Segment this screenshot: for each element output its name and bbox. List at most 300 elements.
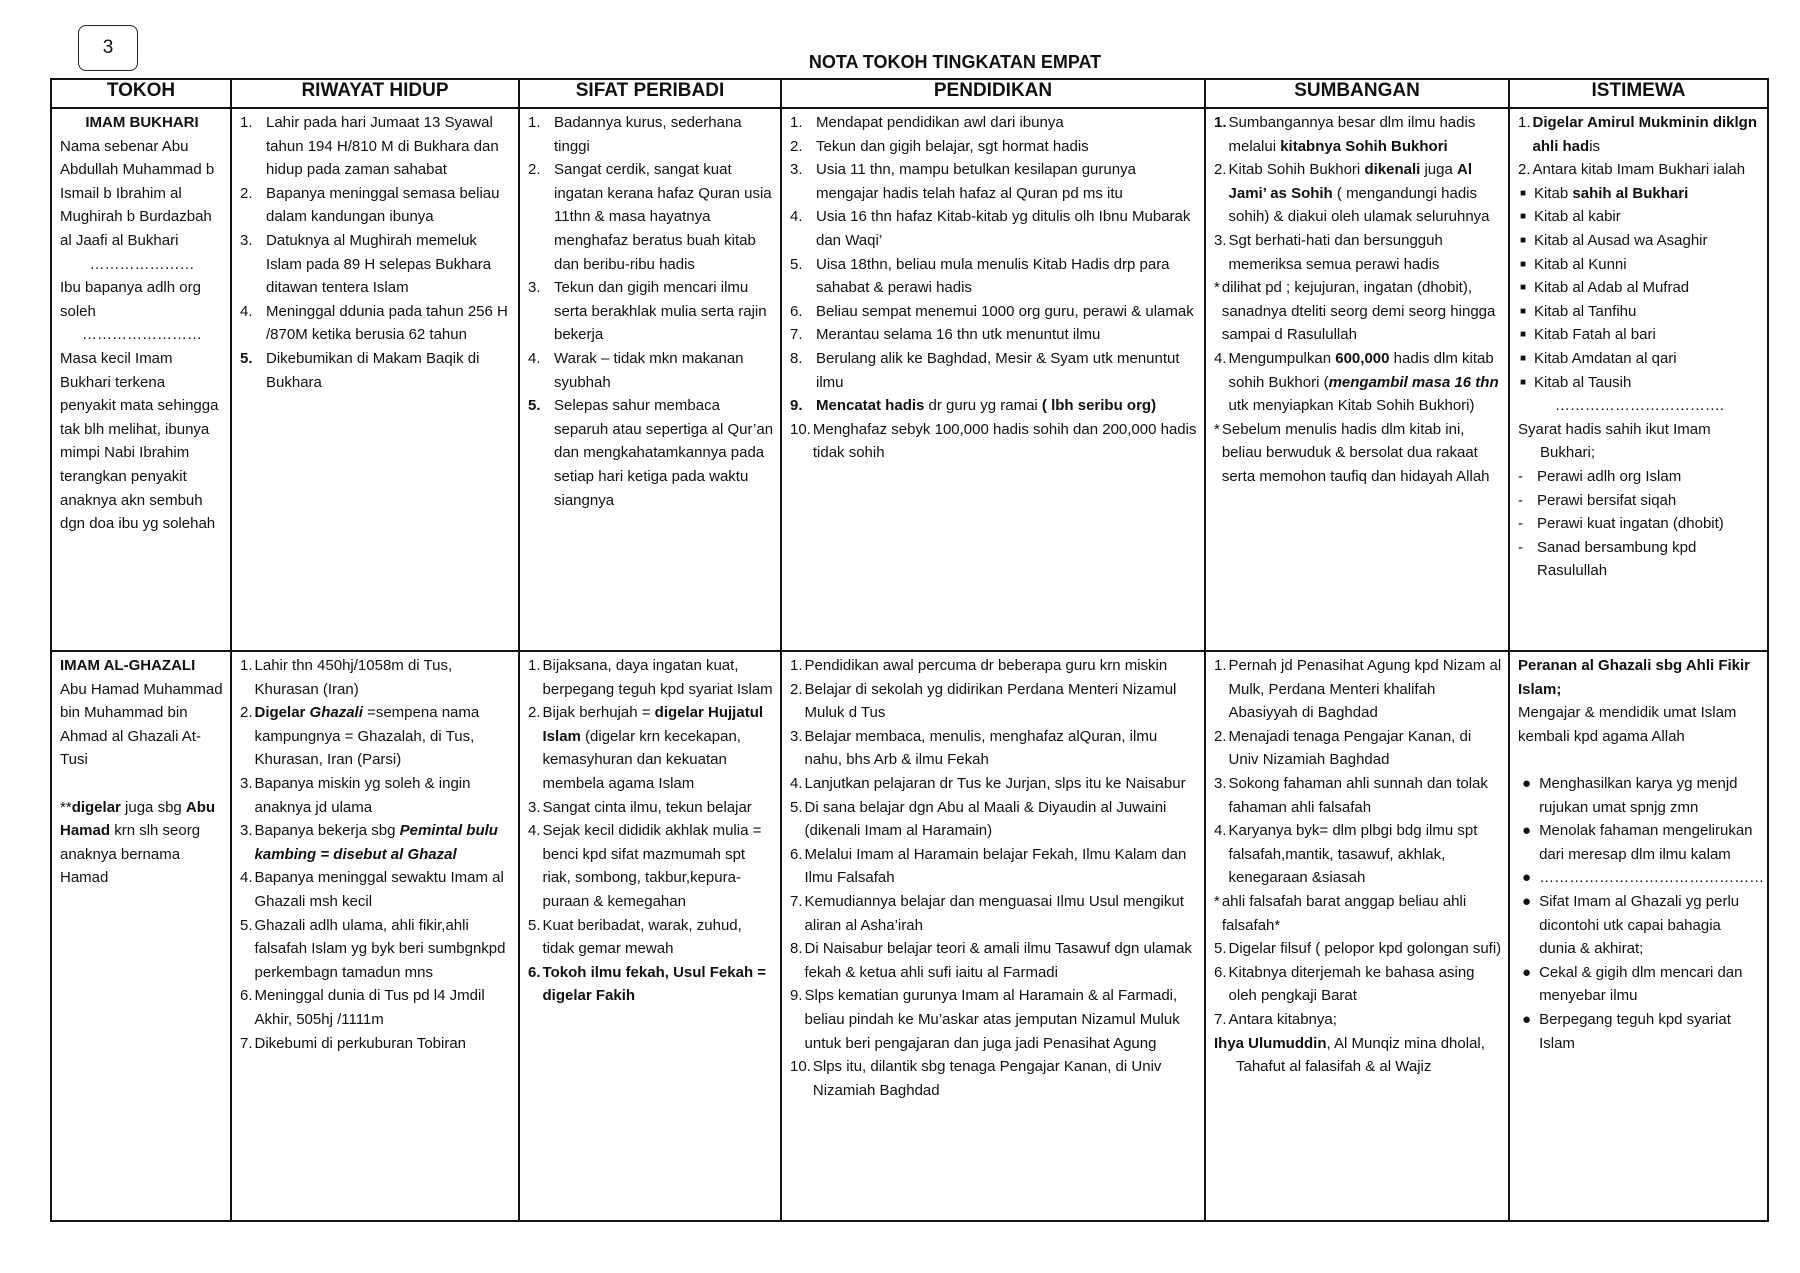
list-marker: 2. [240,184,253,202]
list-item-text [1533,111,1761,158]
text-segment: Sebelum menulis hadis dlm kitab ini, beliau berwuduk & bersolat dua rakaat serta memohon taufiq dan hidayah Allah [1221,420,1490,485]
list-marker: 3. [1214,231,1227,249]
text-segment: Meninggal ddunia pada tahun 256 H /870M ketika berusia 62 tahun [266,302,508,344]
list-item [1518,158,1761,182]
text-segment: juga [1420,161,1457,179]
list-item [240,819,512,866]
list-item [1214,418,1502,489]
list-marker: 6. [240,987,253,1005]
text-segment: Bijak berhujah = [542,704,655,722]
text-segment: Kitabnya diterjemah ke bahasa asing oleh pengkaji Barat [1228,963,1475,1005]
text-segment: Melalui Imam al Haramain belajar Fekah, Ilmu Kalam dan Ilmu Falsafah [804,845,1187,887]
text-segment: ………………… [89,255,195,273]
text-segment: Kitab al Kunni [1534,255,1627,273]
list-marker: 3. [240,231,253,249]
list-item-text [1534,323,1761,347]
list-item [1518,890,1761,961]
text-segment: Selepas sahur membaca separuh atau sepertiga al Qur’an dan mengkahatamkannya pada setiap hari ketiga pada waktu siangnya [554,397,774,509]
list-item [528,111,774,158]
text-segment: Menghafaz sebyk 100,000 hadis sohih dan 200,000 hadis tidak sohih [812,420,1197,462]
cell-sumbangan [1205,108,1509,651]
list-marker: 5. [1214,940,1227,958]
text-segment: mengambil masa 16 thn [1328,373,1499,391]
list-item-text [816,135,1198,159]
list-item-text [816,205,1198,252]
text-segment: Cekal & gigih dlm mencari dan menyebar ilmu [1539,963,1743,1005]
list-item [60,135,224,253]
cell-pendidikan [781,108,1205,651]
list-item-text [543,796,774,820]
list-marker: 3. [790,727,803,745]
list-marker: 2. [790,137,803,155]
list-marker: 2. [528,161,541,179]
list-marker: 5. [240,916,253,934]
list-item [1518,654,1761,701]
text-segment: IMAM AL-GHAZALI [60,657,196,674]
list-item [1518,182,1761,206]
list-marker: 1. [790,114,803,131]
list-item-text [554,158,774,276]
list-item [528,347,774,394]
text-segment: ( mengandungi hadis sohih) & diakui oleh ulamak seluruhnya [1228,184,1490,226]
list-item [790,135,1198,159]
list-item-text [1537,489,1761,513]
list-marker: 6. [790,302,803,320]
text-segment: Peranan al Ghazali sbg Ahli Fikir Islam; [1518,657,1751,698]
list-marker: 1. [240,657,253,674]
list-marker: 2. [1518,161,1531,179]
header-row [51,79,1768,108]
list-item [240,300,512,347]
list-item-text [816,253,1198,300]
text-segment: Usia 16 thn hafaz Kitab-kitab yg ditulis olh Ibnu Mubarak dan Waqi’ [816,208,1191,249]
list-item [790,654,1198,678]
text-segment: Menolak fahaman mengelirukan dari meresap dlm ilmu kalam [1539,822,1753,863]
list-item-text [805,772,1198,796]
cell-istimewa [1509,108,1768,651]
square-bullet-icon: ■ [1520,376,1527,388]
text-segment: Perawi bersifat siqah [1537,491,1677,509]
list-item-text [543,961,774,1008]
list-marker: 2. [1214,161,1227,179]
cell-riwayat-hidup [231,651,519,1221]
text-segment: Kitab al Tausih [1534,373,1632,391]
text-segment: Abu Hamad [60,798,216,840]
text-segment: Belajar membaca, menulis, menghafaz alQuran, ilmu nahu, bhs Arb & ilmu Fekah [804,727,1158,769]
list-marker: * [1214,279,1220,297]
list-item [790,253,1198,300]
header-tokoh: TOKOH [51,79,231,108]
dash-bullet-icon: - [1518,538,1523,556]
list-item-text [554,276,774,347]
list-item [528,796,774,820]
list-item [1518,347,1761,371]
text-segment: Bijaksana, daya ingatan kuat, berpegang teguh kpd syariat Islam [542,657,773,698]
list-item-text [805,796,1198,843]
text-segment: Sokong fahaman ahli sunnah dan tolak fahaman ahli falsafah [1228,774,1488,816]
text-segment: Lahir pada hari Jumaat 13 Syawal tahun 194 H/810 M di Bukhara dan hidup pada zaman sahabat [266,114,499,179]
list-item [528,819,774,913]
list-item-text [266,182,512,229]
text-segment: ……………………………. [1554,397,1725,415]
cell-sifat-peribadi [519,651,781,1221]
list-item [790,725,1198,772]
text-segment: Usia 11 thn, mampu betulkan kesilapan gurunya mengajar hadis telah hafaz al Quran pd ms itu [816,161,1136,202]
text-segment: Perawi kuat ingatan (dhobit) [1537,515,1724,533]
list-marker: 4. [528,349,541,367]
list-item-text [1229,111,1502,158]
list-item [240,111,512,182]
list-marker: 3. [240,822,253,840]
list-marker: 6. [790,845,803,863]
text-segment: Pernah jd Penasihat Agung kpd Nizam al Mulk, Perdana Menteri khalifah Abasiyyah di Baghdad [1228,657,1502,722]
list-marker: 6. [1214,963,1227,981]
list-item-text [816,323,1198,347]
dash-bullet-icon: - [1518,515,1523,533]
list-marker: 8. [790,349,803,367]
text-segment: Bapanya bekerja sbg [254,822,400,840]
square-bullet-icon: ■ [1520,305,1527,317]
list-marker: 2. [1214,727,1227,745]
list-item [1518,489,1761,513]
text-segment: Digelar [254,704,310,722]
text-segment: Kitab al Ausad wa Asaghir [1534,231,1708,249]
list-item [1518,512,1761,536]
text-segment: Datuknya al Mughirah memeluk Islam pada 89 H selepas Bukhara ditawan tentera Islam [266,231,492,297]
list-item-text [1229,158,1502,229]
dash-bullet-icon: - [1518,491,1523,509]
square-bullet-icon: ■ [1520,352,1527,364]
list-item [60,772,224,796]
text-segment: Merantau selama 16 thn utk menuntut ilmu [816,326,1101,344]
round-bullet-icon: ● [1522,774,1532,792]
list-item [1518,961,1761,1008]
list-item-text [816,347,1198,394]
text-segment: Sanad bersambung kpd Rasulullah [1537,538,1697,580]
text-segment: Uisa 18thn, beliau mula menulis Kitab Hadis drp para sahabat & perawi hadis [816,255,1170,297]
text-segment: Di sana belajar dgn Abu al Maali & Diyaudin al Juwaini (dikenali Imam al Haramain) [804,798,1167,840]
list-marker: 5. [528,397,541,415]
text-segment: Kitab al Adab al Mufrad [1534,279,1690,297]
cell-tokoh [51,108,231,651]
list-item [790,890,1198,937]
text-segment: juga sbg [120,798,186,816]
list-item [60,253,224,277]
list-item-text [1539,890,1761,961]
list-item-text [1537,465,1761,489]
list-marker: * [1214,892,1220,910]
text-segment: …………………… [82,326,202,344]
list-item-text [816,111,1198,135]
text-segment: Di Naisabur belajar teori & amali ilmu Tasawuf dgn ulamak fekah & ketua ahli sufi iaitu al Farmadi [804,940,1192,981]
list-item [790,158,1198,205]
list-item [1214,961,1502,1008]
list-item [1518,300,1761,324]
text-segment: Ghazali adlh ulama, ahli fikir,ahli falsafah Islam yg byk beri sumbgnkpd perkembagn tamadun mns [254,916,506,981]
list-marker: 4. [1214,349,1227,367]
notes-table [50,78,1769,1222]
text-segment: Bapanya meninggal sewaktu Imam al Ghazali msh kecil [254,869,504,910]
page-number: 3 [102,37,114,58]
list-item [1518,748,1761,772]
list-marker: * [1214,420,1220,438]
list-item-text [266,229,512,300]
text-segment: ……………………………………… [1539,869,1765,887]
list-item-text [1539,961,1761,1008]
list-marker: 9. [790,397,803,415]
round-bullet-icon: ● [1522,892,1532,910]
text-segment: ( lbh seribu org) [1041,397,1157,415]
text-segment: Ihya Ulumuddin [1214,1034,1327,1052]
list-item-text [255,819,512,866]
square-bullet-icon: ■ [1520,211,1527,223]
list-item-text [1534,371,1761,395]
text-segment: Digelar Amirul Mukminin diklgn ahli had [1532,114,1757,155]
list-item [790,418,1198,465]
list-item-text [805,678,1198,725]
text-segment: Perawi adlh org Islam [1537,467,1682,485]
list-item [790,300,1198,324]
list-item [790,772,1198,796]
list-item-text [554,394,774,512]
round-bullet-icon: ● [1522,1010,1532,1028]
list-item-text [1229,654,1502,725]
list-item [790,347,1198,394]
text-segment: Mendapat pendidikan awl dari ibunya [816,114,1064,131]
text-segment: Al Jami’ as Sohih [1228,161,1472,202]
text-segment: 600,000 [1335,349,1390,367]
list-item-text [1537,536,1761,583]
list-item-text [543,654,774,701]
dash-bullet-icon: - [1518,467,1523,485]
list-item [790,323,1198,347]
text-segment: utk menyiapkan Kitab Sohih Bukhori) [1228,397,1475,415]
list-item [240,182,512,229]
list-marker: 5. [240,349,253,367]
list-marker: 6. [528,963,541,981]
text-segment: Bapanya miskin yg soleh & ingin anaknya jd ulama [254,774,471,816]
list-item [790,205,1198,252]
list-marker: 4. [240,869,253,887]
list-item-text [1222,418,1502,489]
header-sifat-peribadi: SIFAT PERIBADI [519,79,781,108]
list-item-text [255,1032,512,1056]
text-segment: Slps kematian gurunya Imam al Haramain & al Farmadi, beliau pindah ke Mu’askar atas jemputan Nizamul Muluk untuk beri pengajaran dan juga jadi Penasihat Agung [804,987,1180,1052]
text-segment: Kitab Fatah al bari [1534,326,1656,344]
text-segment: Kitab al Tanfihu [1534,302,1637,320]
list-item [528,914,774,961]
list-marker: 4. [790,774,803,792]
list-marker: 7. [1214,1010,1227,1028]
list-item-text [1534,229,1761,253]
list-item-text [255,701,512,772]
text-segment: Kuat beribadat, warak, zuhud, tidak gemar mewah [542,916,742,958]
list-item [528,961,774,1008]
text-segment: Tokoh ilmu fekah, Usul Fekah = digelar Fakih [542,963,767,1005]
list-item-text [1222,890,1502,937]
list-item-text [1539,772,1761,819]
list-item [1518,253,1761,277]
list-item-text [1539,819,1761,866]
list-item [240,984,512,1031]
list-marker: 4. [1214,822,1227,840]
list-item [1518,276,1761,300]
list-item [790,111,1198,135]
text-segment: Kemudiannya belajar dan menguasai Ilmu Usul mengikut aliran al Asha’irah [804,892,1184,934]
list-item [790,843,1198,890]
list-item [60,323,224,347]
list-item [1518,111,1761,158]
list-marker: 3. [240,774,253,792]
document-title: NOTA TOKOH TINGKATAN EMPAT [808,52,1102,72]
list-item-text [816,394,1198,418]
list-item [1214,890,1502,937]
list-marker: 4. [790,208,803,226]
text-segment: hadis dlm kitab sohih Bukhori ( [1228,349,1494,391]
list-item [790,394,1198,418]
square-bullet-icon: ■ [1520,282,1527,294]
list-marker: 5. [790,255,803,273]
list-item [1214,158,1502,229]
text-segment: Belajar di sekolah yg didirikan Perdana Menteri Nizamul Muluk d Tus [804,680,1177,722]
table-row [51,108,1768,651]
text-segment: Syarat hadis sahih ikut Imam Bukhari; [1518,420,1711,462]
text-segment: Tekun dan gigih mencari ilmu serta berakhlak mulia serta rajin bekerja [554,279,767,344]
text-segment: krn slh seorg anaknya bernama Hamad [60,822,201,887]
list-marker: 2. [790,680,803,698]
text-segment: Karyanya byk= dlm plbgi bdg ilmu spt falsafah,mantik, tasawuf, akhlak, kenegaraan &siasah [1228,822,1478,887]
list-item [240,701,512,772]
list-item-text [1229,725,1502,772]
list-marker: 3. [790,161,803,179]
list-item-text [1229,1008,1502,1032]
list-item-text [255,984,512,1031]
text-segment: Menajadi tenaga Pengajar Kanan, di Univ Nizamiah Baghdad [1228,727,1472,769]
list-marker: 4. [528,822,541,840]
text-segment: Slps itu, dilantik sbg tenaga Pengajar Kanan, di Univ Nizamiah Baghdad [812,1058,1162,1099]
list-item-text [1229,347,1502,418]
list-item-text [816,300,1198,324]
cell-sifat-peribadi [519,108,781,651]
list-item [1518,418,1761,465]
text-segment: Antara kitabnya; [1228,1010,1337,1028]
text-segment: Sangat cerdik, sangat kuat ingatan kerana hafaz Quran usia 11thn & masa hayatnya menghafaz beratus buah kitab dan beribu-ribu hadis [554,161,772,273]
list-item-text [816,158,1198,205]
text-segment: Mengajar & mendidik umat Islam kembali kpd agama Allah [1518,704,1737,745]
text-segment: Mengumpulkan [1228,349,1336,367]
square-bullet-icon: ■ [1520,187,1527,199]
text-segment: Masa kecil Imam Bukhari terkena penyakit mata sehingga tak blh melihat, ibunya mimpi Nabi Ibrahim terangkan penyakit anaknya akn sembuh dgn doa ibu yg solehah [60,349,219,533]
list-item-text [543,701,774,795]
text-segment: Sangat cinta ilmu, tekun belajar [542,798,752,816]
list-item [1518,536,1761,583]
text-segment: is [1589,137,1601,155]
cell-istimewa [1509,651,1768,1221]
list-marker: 1. [790,657,803,674]
list-item [1214,347,1502,418]
list-item-text [813,1055,1198,1102]
list-item-text [1539,1008,1761,1055]
list-item [1214,1032,1502,1079]
list-item-text [554,347,774,394]
text-segment: Digelar filsuf ( pelopor kpd golongan sufi) [1228,940,1502,958]
list-marker: 3. [528,279,541,297]
text-segment: Meninggal dunia di Tus pd l4 Jmdil Akhir, 505hj /1111m [254,987,485,1028]
list-item [1518,394,1761,418]
list-marker: 10. [790,420,811,438]
text-segment: Abu Hamad Muhammad bin Muhammad bin Ahmad al Ghazali At-Tusi [60,680,223,769]
list-marker: 1. [1214,657,1227,674]
list-marker: 7. [790,892,803,910]
list-item [528,276,774,347]
list-item-text [805,890,1198,937]
list-marker: 8. [790,940,803,958]
text-segment: Dikebumikan di Makam Baqik di Bukhara [266,349,480,391]
list-item [1518,1008,1761,1055]
text-segment: Lanjutkan pelajaran dr Tus ke Jurjan, slps itu ke Naisabur [804,774,1186,792]
list-item-text [543,914,774,961]
text-segment: kitabnya Sohih Bukhori [1280,137,1448,155]
text-segment: (digelar krn kecekapan, kemasyhuran dan kekuatan membela agama Islam [542,727,741,792]
square-bullet-icon: ■ [1520,258,1527,270]
text-segment: Mencatat hadis [816,397,925,415]
list-item-text [805,843,1198,890]
list-item [1518,465,1761,489]
text-segment: Kitab Sohih Bukhori [1228,161,1365,179]
list-item-text [1539,866,1764,890]
list-item [60,796,224,890]
list-item [1518,772,1761,819]
list-item [240,866,512,913]
text-segment: Sumbangannya besar dlm ilmu hadis melalui [1228,114,1476,155]
list-item [528,654,774,701]
text-segment: Lahir thn 450hj/1058m di Tus, Khurasan (Iran) [254,657,453,698]
list-item [1518,323,1761,347]
table-row [51,651,1768,1221]
list-item [1518,229,1761,253]
list-marker: 9. [790,987,803,1005]
list-marker: 5. [528,916,541,934]
text-segment: Ibu bapanya adlh org soleh [60,279,201,320]
list-item [528,701,774,795]
list-item-text [1229,772,1502,819]
cell-riwayat-hidup [231,108,519,651]
list-item [240,229,512,300]
text-segment: dr guru yg ramai [924,397,1042,415]
text-segment: Dikebumi di perkuburan Tobiran [254,1034,467,1052]
list-item [60,654,224,678]
text-segment: Ghazali [309,704,363,722]
list-item-text [266,111,512,182]
list-item [1214,276,1502,347]
list-item [1518,371,1761,395]
list-item-text [255,866,512,913]
round-bullet-icon: ● [1522,963,1532,981]
list-item-text [266,347,512,394]
list-item-text [805,725,1198,772]
list-item [790,1055,1198,1102]
text-segment: Beliau sempat menemui 1000 org guru, perawi & ulamak [816,302,1194,320]
list-item-text [255,772,512,819]
list-marker: 5. [790,798,803,816]
list-item [1518,819,1761,866]
list-item [790,678,1198,725]
list-item [1214,725,1502,772]
header-riwayat-hidup: RIWAYAT HIDUP [231,79,519,108]
list-item [1214,937,1502,961]
text-segment: Kitab Amdatan al qari [1534,349,1677,367]
cell-pendidikan [781,651,1205,1221]
